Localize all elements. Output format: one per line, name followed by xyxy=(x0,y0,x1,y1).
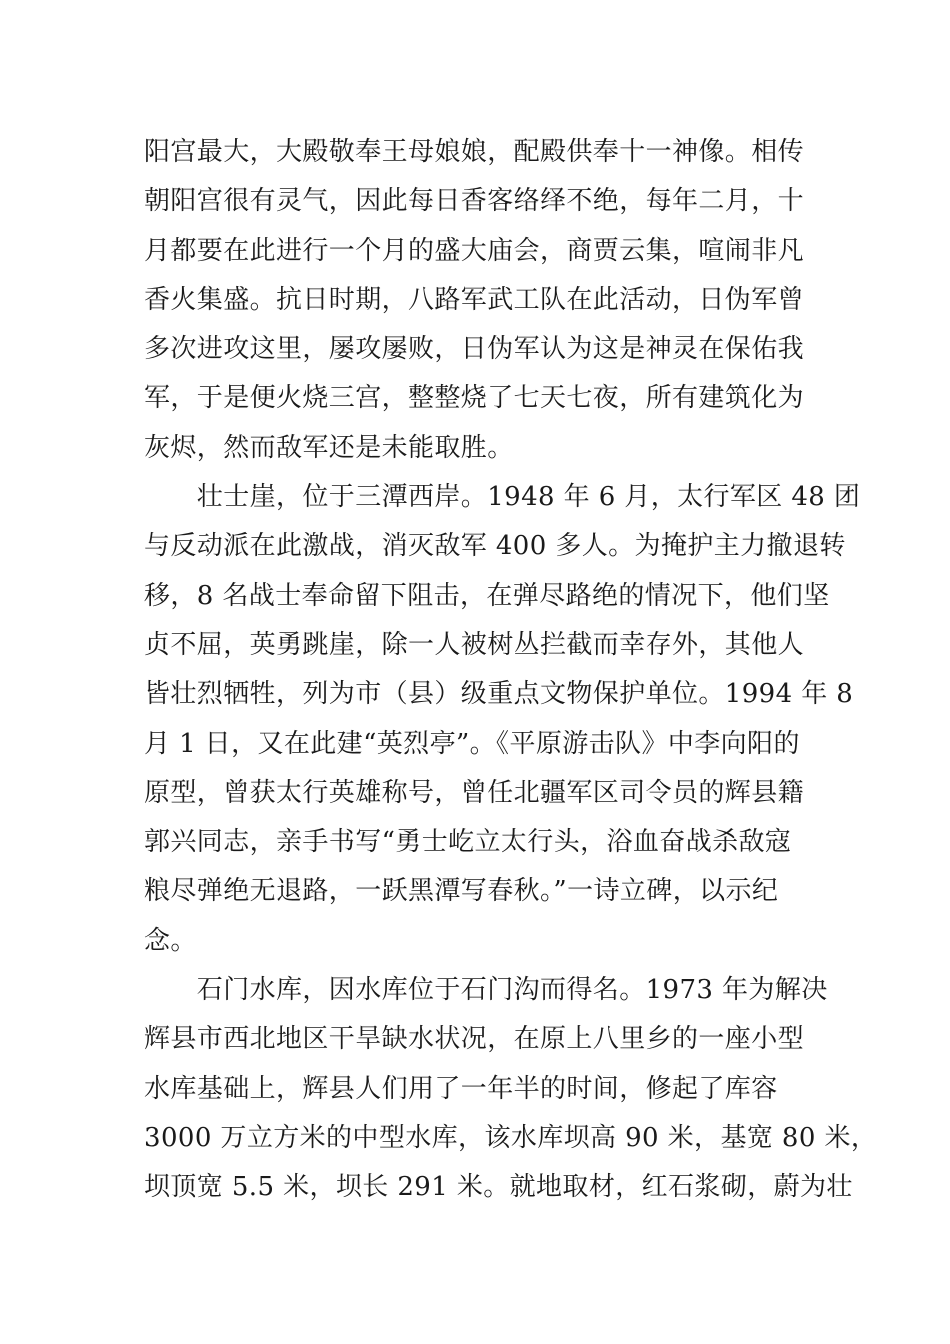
paragraph-chaoyang-palace xyxy=(144,128,834,473)
text-line: 壮士崖，位于三潭西岸。1948 年 6 月，太行军区 48 团 xyxy=(144,482,861,513)
text-line: 月 1 日，又在此建“英烈亭”。《平原游击队》中李向阳的 xyxy=(144,728,800,759)
text-line: 念。 xyxy=(144,925,197,956)
text-line: 3000 万立方米的中型水库，该水库坝高 90 米，基宽 80 米， xyxy=(144,1122,878,1153)
text-line: 阳宫最大，大殿敬奉王母娘娘，配殿供奉十一神像。相传 xyxy=(144,137,805,167)
text-line: 石门水库，因水库位于石门沟而得名。1973 年为解决 xyxy=(144,975,828,1006)
paragraph-zhuangshi-cliff xyxy=(144,473,861,966)
text-line: 郭兴同志，亲手书写“勇士屹立太行头，浴血奋战杀敌寇 xyxy=(144,827,792,858)
text-line: 灰烬，然而敌军还是未能取胜。 xyxy=(144,432,514,463)
text-line: 移，8 名战士奉命留下阻击，在弹尽路绝的情况下，他们坚 xyxy=(144,580,830,611)
body-text xyxy=(144,128,878,1213)
text-line: 粮尽弹绝无退路，一跃黑潭写春秋。”一诗立碑，以示纪 xyxy=(144,876,779,907)
text-line: 贞不屈，英勇跳崖，除一人被树丛拦截而幸存外，其他人 xyxy=(144,629,805,660)
text-line: 辉县市西北地区干旱缺水状况，在原上八里乡的一座小型 xyxy=(144,1024,805,1055)
text-line: 多次进攻这里，屡攻屡败，日伪军认为这是神灵在保佑我 xyxy=(144,334,805,365)
text-line: 皆壮烈牺牲，列为市（县）级重点文物保护单位。1994 年 8 xyxy=(144,679,854,710)
text-line: 水库基础上，辉县人们用了一年半的时间，修起了库容 xyxy=(144,1073,778,1104)
text-line: 香火集盛。抗日时期，八路军武工队在此活动，日伪军曾 xyxy=(144,284,805,315)
text-line: 与反动派在此激战，消灭敌军 400 多人。为掩护主力撤退转 xyxy=(144,531,846,562)
text-line: 月都要在此进行一个月的盛大庙会，商贾云集，喧闹非凡 xyxy=(144,235,805,266)
text-line: 坝顶宽 5.5 米，坝长 291 米。就地取材，红石浆砌，蔚为壮 xyxy=(144,1172,853,1203)
text-line: 军，于是便火烧三宫，整整烧了七天七夜，所有建筑化为 xyxy=(144,383,805,414)
text-line: 原型，曾获太行英雄称号，曾任北疆军区司令员的辉县籍 xyxy=(144,777,805,808)
paragraph-shimen-reservoir xyxy=(144,966,878,1212)
text-line: 朝阳宫很有灵气，因此每日香客络绎不绝，每年二月，十 xyxy=(144,186,805,217)
